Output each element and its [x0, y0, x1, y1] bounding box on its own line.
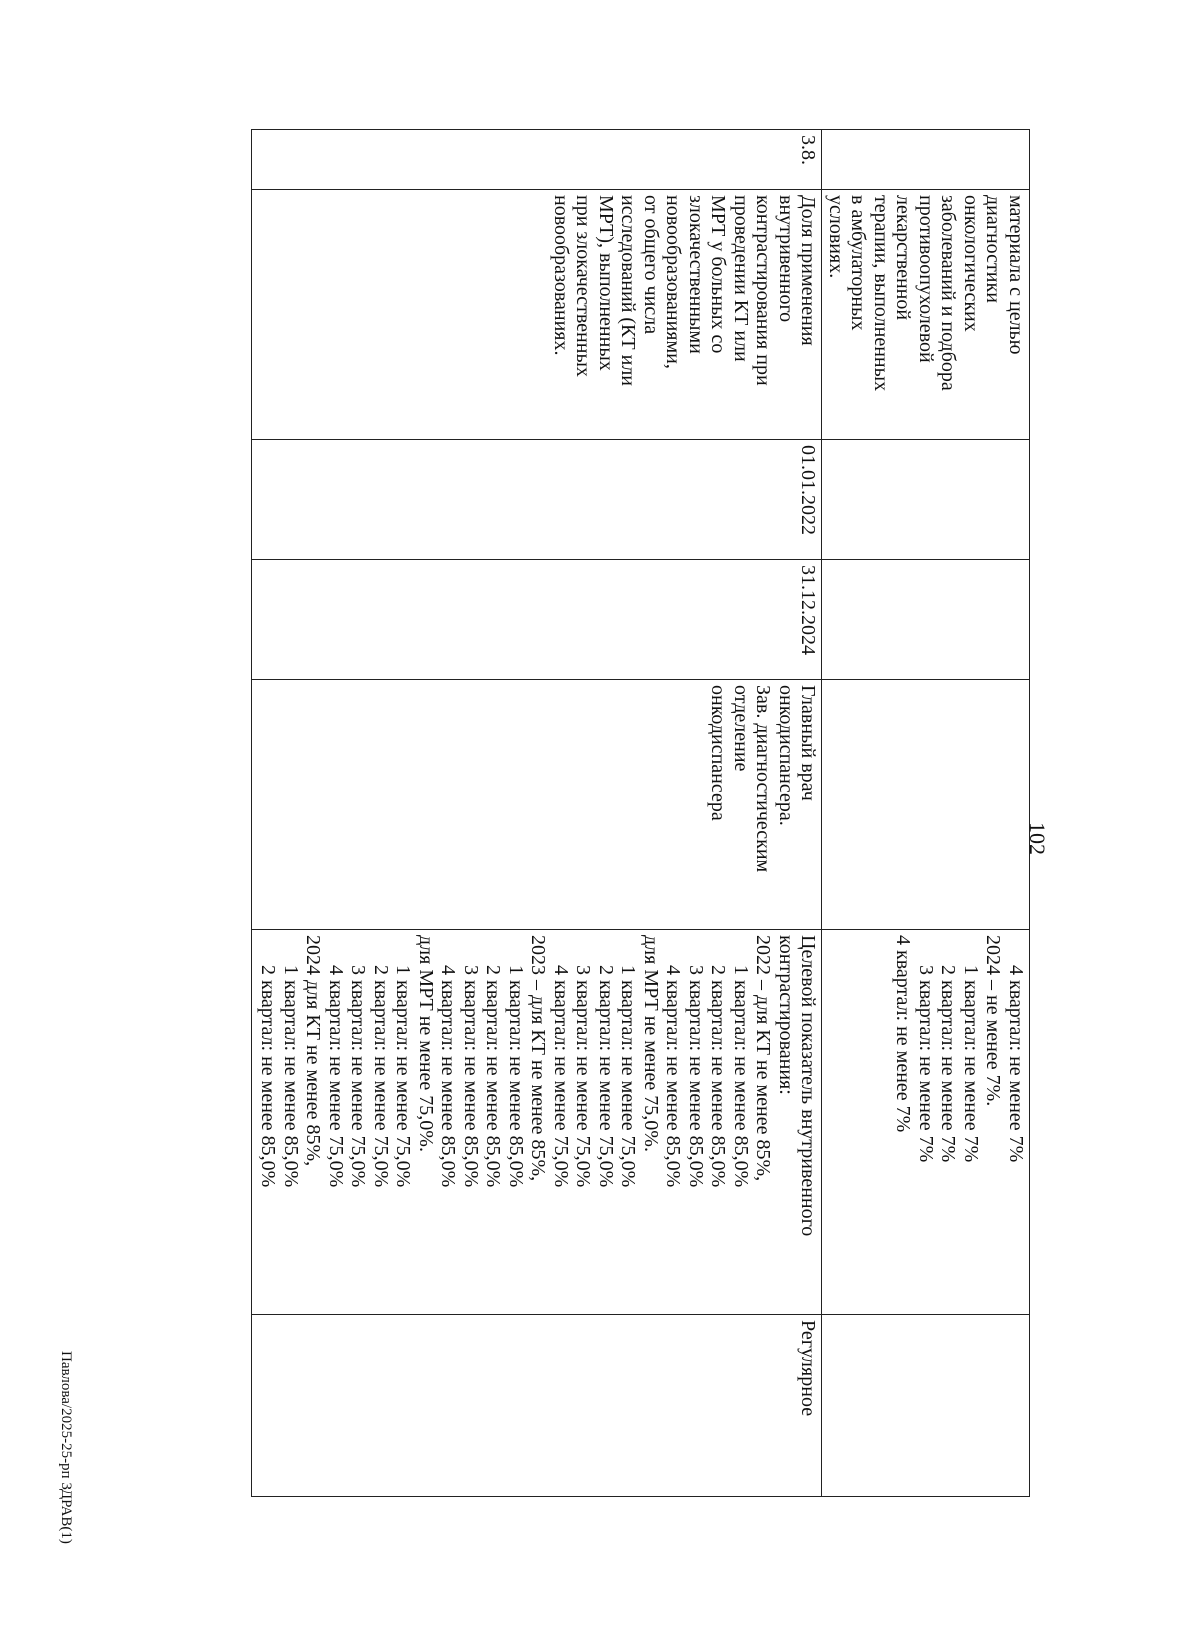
text-line: МРТ), выполненных — [595, 195, 617, 371]
text-line: 2024 для КТ не менее 85%, — [302, 935, 325, 1167]
text-line: проведении КТ или — [730, 195, 752, 362]
footer-reference: Павлова/2025-25-рп ЗДРАВ(1) — [58, 1351, 74, 1544]
text-line: материала с целью — [1005, 195, 1027, 355]
text-line: 1 квартал: не менее 75,0% — [617, 965, 640, 1188]
text-line: злокачественными — [685, 195, 707, 354]
text-line: Главный врач — [797, 685, 820, 801]
text-line: Доля применения — [797, 195, 820, 346]
text-line: 3 квартал: не менее 75,0% — [347, 965, 370, 1188]
cell-name — [822, 190, 1030, 440]
indicator-lines — [892, 935, 1027, 1309]
text-line: при злокачественных — [572, 195, 595, 377]
text-line: 4 квартал: не менее 75,0% — [325, 965, 347, 1188]
text-line: 2 квартал: не менее 75,0% — [370, 965, 392, 1188]
text-line: от общего числа — [640, 195, 662, 335]
text-line: 4 квартал: не менее 85,0% — [662, 965, 685, 1188]
text-line: 4 квартал: не менее 85,0% — [437, 965, 460, 1188]
cell-start-date — [822, 440, 1030, 560]
text-line: МРТ у больных со — [707, 195, 730, 354]
text-line: внутривенного — [775, 195, 797, 323]
cell-start-date: 01.01.2022 — [252, 440, 822, 560]
text-line: отделение — [730, 685, 752, 772]
table-row-3-8 — [252, 130, 822, 1497]
text-line: 2 квартал: не менее 85,0% — [707, 965, 730, 1188]
text-line: 1 квартал: не менее 75,0% — [392, 965, 415, 1188]
text-line: заболеваний и подбора — [937, 195, 960, 391]
text-line: терапии, выполненных — [870, 195, 892, 392]
text-line: контрастирования при — [752, 195, 775, 386]
name-lines — [825, 195, 1028, 434]
text-line: 3 квартал: не менее 75,0% — [572, 965, 595, 1188]
measures-table — [252, 129, 1031, 1497]
text-line: онкологических — [960, 195, 982, 332]
text-line: для МРТ не менее 75,0%. — [640, 935, 662, 1152]
responsible-lines — [707, 685, 820, 924]
text-line: 4 квартал: не менее 7% — [892, 935, 915, 1133]
cell-responsible — [822, 680, 1030, 930]
text-line: 4 квартал: не менее 7% — [1005, 965, 1027, 1163]
text-line: 1 квартал: не менее 85,0% — [280, 965, 302, 1188]
indicator-lines — [257, 935, 820, 1309]
text-line: 3 квартал: не менее 85,0% — [460, 965, 482, 1188]
table-row-previous — [822, 130, 1030, 1497]
text-line: в амбулаторных — [847, 195, 870, 331]
cell-indicator — [822, 930, 1030, 1315]
text-line: 1 квартал: не менее 7% — [960, 965, 982, 1163]
text-line: онкодиспансера. — [775, 685, 797, 826]
cell-end-date: 31.12.2024 — [252, 560, 822, 680]
text-line: 3 квартал: не менее 85,0% — [685, 965, 707, 1188]
text-line: 2 квартал: не менее 7% — [937, 965, 960, 1163]
text-line: исследований (КТ или — [617, 195, 640, 386]
text-line: 2 квартал: не менее 85,0% — [482, 965, 505, 1188]
name-lines — [550, 195, 820, 434]
text-line: контрастирования: — [775, 935, 797, 1095]
cell-name — [252, 190, 822, 440]
text-line: условиях. — [825, 195, 847, 279]
text-line: диагностики — [982, 195, 1005, 303]
cell-periodicity — [822, 1315, 1030, 1497]
text-line: лекарственной — [892, 195, 915, 321]
text-line: 4 квартал: не менее 75,0% — [550, 965, 572, 1188]
text-line: новообразованиях. — [550, 195, 572, 356]
cell-number — [822, 130, 1030, 190]
text-line: 2 квартал: не менее 85,0% — [257, 965, 280, 1188]
cell-end-date — [822, 560, 1030, 680]
cell-indicator — [252, 930, 822, 1315]
text-line: 2022 – для КТ не менее 85%, — [752, 935, 775, 1182]
text-line: 2023 – для КТ не менее 85%, — [527, 935, 550, 1182]
text-line: 2024 – не менее 7%. — [982, 935, 1005, 1107]
text-line: 1 квартал: не менее 85,0% — [730, 965, 752, 1188]
text-line: Целевой показатель внутривенного — [797, 935, 820, 1237]
text-line: 3 квартал: не менее 7% — [915, 965, 937, 1163]
text-line: 1 квартал: не менее 85,0% — [505, 965, 527, 1188]
text-line: новообразованиями, — [662, 195, 685, 369]
page-number: 102 — [1025, 822, 1050, 855]
cell-responsible — [252, 680, 822, 930]
text-line: противоопухолевой — [915, 195, 937, 363]
text-line: для МРТ не менее 75,0%. — [415, 935, 437, 1152]
text-line: 2 квартал: не менее 75,0% — [595, 965, 617, 1188]
text-line: Зав. диагностическим — [752, 685, 775, 873]
cell-periodicity: Регулярное — [252, 1315, 822, 1497]
cell-number: 3.8. — [252, 130, 822, 190]
text-line: онкодиспансера — [707, 685, 730, 821]
